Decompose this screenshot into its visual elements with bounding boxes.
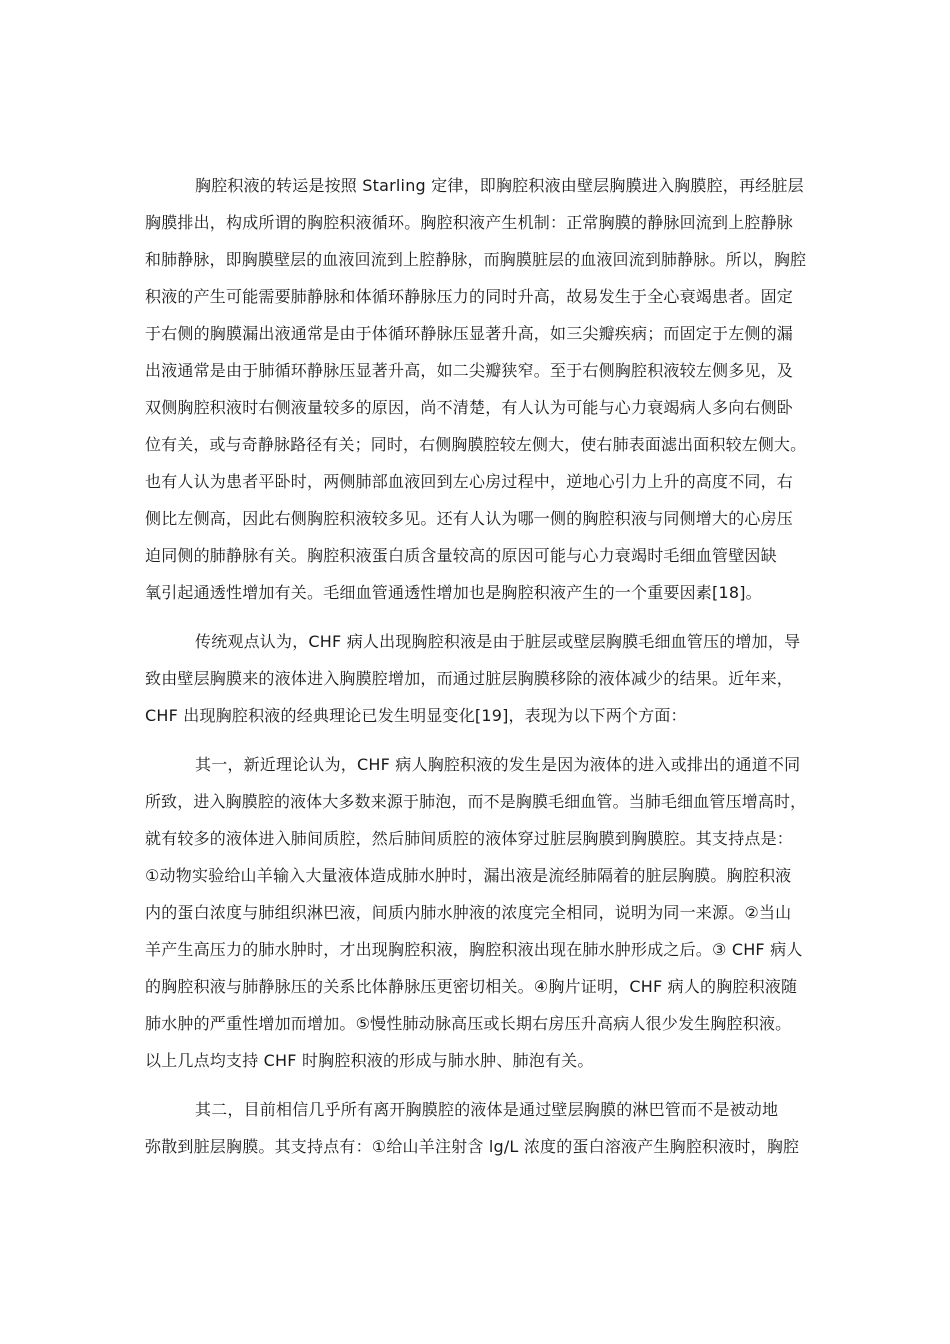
- text-line: 侧比左侧高，因此右侧胸腔积液较多见。还有人认为哪一侧的胸腔积液与同侧增大的心房压: [145, 509, 794, 528]
- text-line: 的胸腔积液与肺静脉压的关系比体静脉压更密切相关。④胸片证明，CHF 病人的胸腔积液随: [145, 977, 798, 996]
- text-line: 和肺静脉，即胸膜壁层的血液回流到上腔静脉，而胸膜脏层的血液回流到肺静脉。所以，胸腔: [145, 250, 807, 269]
- text-line: 双侧胸腔积液时右侧液量较多的原因，尚不清楚，有人认为可能与心力衰竭病人多向右侧卧: [145, 398, 794, 417]
- text-line: 内的蛋白浓度与肺组织淋巴液，间质内肺水肿液的浓度完全相同，说明为同一来源。②当山: [145, 903, 792, 922]
- text-line: 于右侧的胸膜漏出液通常是由于体循环静脉压显著升高，如三尖瓣疾病；而固定于左侧的漏: [145, 324, 794, 343]
- text-line: CHF 出现胸腔积液的经典理论已发生明显变化[19]，表现为以下两个方面：: [145, 706, 687, 725]
- text-line: 其二，目前相信几乎所有离开胸膜腔的液体是通过壁层胸膜的淋巴管而不是被动地: [195, 1100, 779, 1119]
- text-line: 氧引起通透性增加有关。毛细血管通透性增加也是胸腔积液产生的一个重要因素[18]。: [145, 583, 762, 602]
- text-line: 羊产生高压力的肺水肿时，才出现胸腔积液，胸腔积液出现在肺水肿形成之后。③ CHF 病人: [145, 940, 803, 959]
- text-line: ①动物实验给山羊输入大量液体造成肺水肿时，漏出液是流经肺隔着的脏层胸膜。胸腔积液: [145, 866, 792, 885]
- text-line: 所致，进入胸膜腔的液体大多数来源于肺泡，而不是胸膜毛细血管。当肺毛细血管压增高时，: [145, 792, 807, 811]
- text-line: 迫同侧的肺静脉有关。胸腔积液蛋白质含量较高的原因可能与心力衰竭时毛细血管壁因缺: [145, 546, 777, 565]
- text-line: 传统观点认为，CHF 病人出现胸腔积液是由于脏层或壁层胸膜毛细血管压的增加，导: [195, 632, 801, 651]
- text-line: 积液的产生可能需要肺静脉和体循环静脉压力的同时升高，故易发生于全心衰竭患者。固定: [145, 287, 794, 306]
- text-line: 胸腔积液的转运是按照 Starling 定律，即胸腔积液由壁层胸膜进入胸膜腔，再经脏层: [195, 176, 804, 195]
- text-line: 致由壁层胸膜来的液体进入胸膜腔增加，而通过脏层胸膜移除的液体减少的结果。近年来，: [145, 669, 794, 688]
- text-line: 其一，新近理论认为，CHF 病人胸腔积液的发生是因为液体的进入或排出的通道不同: [195, 755, 801, 774]
- text-line: 肺水肿的严重性增加而增加。⑤慢性肺动脉高压或长期右房压升高病人很少发生胸腔积液。: [145, 1014, 792, 1033]
- text-line: 位有关，或与奇静脉路径有关；同时，右侧胸膜腔较左侧大，使右肺表面滤出面积较左侧大。: [145, 435, 807, 454]
- text-line: 出液通常是由于肺循环静脉压显著升高，如二尖瓣狭窄。至于右侧胸腔积液较左侧多见，及: [145, 361, 794, 380]
- text-line: 胸膜排出，构成所谓的胸腔积液循环。胸腔积液产生机制：正常胸膜的静脉回流到上腔静脉: [145, 213, 794, 232]
- text-line: 以上几点均支持 CHF 时胸腔积液的形成与肺水肿、肺泡有关。: [145, 1051, 594, 1070]
- text-line: 就有较多的液体进入肺间质腔，然后肺间质腔的液体穿过脏层胸膜到胸膜腔。其支持点是：: [145, 829, 794, 848]
- text-line: 也有人认为患者平卧时，两侧肺部血液回到左心房过程中，逆地心引力上升的高度不同，右: [145, 472, 794, 491]
- text-line: 弥散到脏层胸膜。其支持点有：①给山羊注射含 lg/L 浓度的蛋白溶液产生胸腔积液时，胸腔: [145, 1137, 800, 1156]
